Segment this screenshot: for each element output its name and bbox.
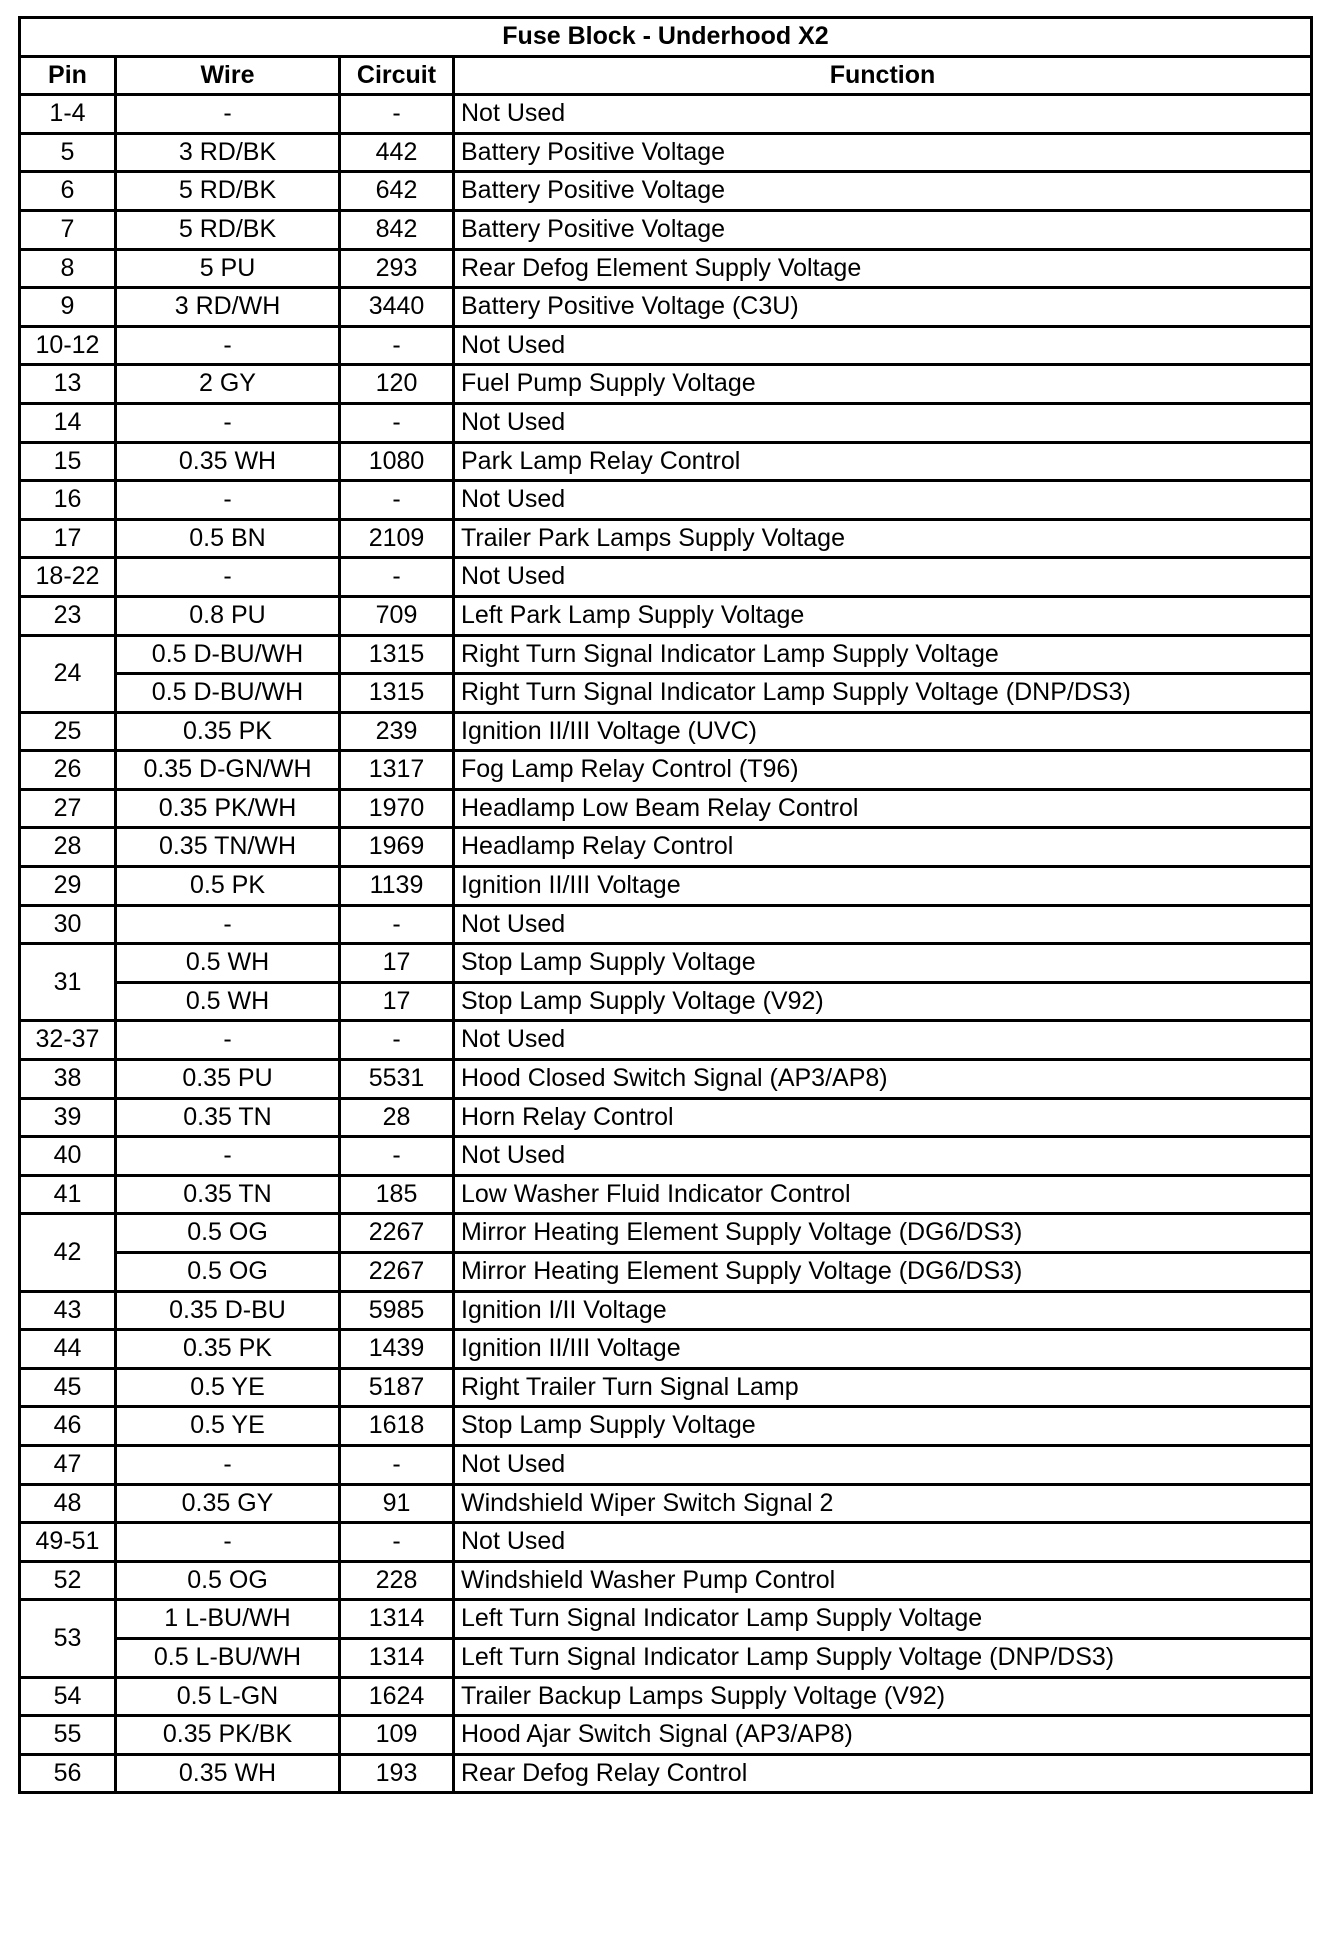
table-row <box>20 905 1312 944</box>
function-cell: Mirror Heating Element Supply Voltage (DG6/DS3) <box>454 1214 1312 1253</box>
wire-cell: 0.35 PK/WH <box>116 789 340 828</box>
pin-cell: 41 <box>20 1175 116 1214</box>
circuit-cell: 1315 <box>340 635 454 674</box>
function-cell: Not Used <box>454 481 1312 520</box>
wire-cell: 0.35 PK <box>116 1330 340 1369</box>
wire-cell: 0.35 WH <box>116 1754 340 1793</box>
function-cell: Horn Relay Control <box>454 1098 1312 1137</box>
circuit-cell: 185 <box>340 1175 454 1214</box>
function-cell: Battery Positive Voltage <box>454 172 1312 211</box>
pin-cell: 17 <box>20 519 116 558</box>
function-cell: Trailer Park Lamps Supply Voltage <box>454 519 1312 558</box>
pin-cell: 45 <box>20 1368 116 1407</box>
pin-cell: 28 <box>20 828 116 867</box>
header-circuit: Circuit <box>340 56 454 95</box>
table-row <box>20 519 1312 558</box>
table-row <box>20 172 1312 211</box>
pin-cell: 56 <box>20 1754 116 1793</box>
wire-cell: 0.5 D-BU/WH <box>116 674 340 713</box>
pin-cell: 48 <box>20 1484 116 1523</box>
circuit-cell: 709 <box>340 596 454 635</box>
pin-cell: 8 <box>20 249 116 288</box>
pin-cell: 38 <box>20 1060 116 1099</box>
table-row <box>20 751 1312 790</box>
circuit-cell: 28 <box>340 1098 454 1137</box>
circuit-cell: - <box>340 481 454 520</box>
table-row <box>20 288 1312 327</box>
wire-cell: - <box>116 1523 340 1562</box>
function-cell: Rear Defog Relay Control <box>454 1754 1312 1793</box>
table-row <box>20 1600 1312 1639</box>
wire-cell: 0.5 OG <box>116 1253 340 1292</box>
circuit-cell: 17 <box>340 944 454 983</box>
function-cell: Ignition I/II Voltage <box>454 1291 1312 1330</box>
function-cell: Ignition II/III Voltage <box>454 867 1312 906</box>
fuse-block-table <box>18 16 1313 1794</box>
function-cell: Not Used <box>454 326 1312 365</box>
function-cell: Hood Closed Switch Signal (AP3/AP8) <box>454 1060 1312 1099</box>
wire-cell: 0.5 L-GN <box>116 1677 340 1716</box>
circuit-cell: 1314 <box>340 1638 454 1677</box>
wire-cell: 0.5 BN <box>116 519 340 558</box>
pin-cell: 32-37 <box>20 1021 116 1060</box>
circuit-cell: 1969 <box>340 828 454 867</box>
circuit-cell: 109 <box>340 1716 454 1755</box>
table-row <box>20 635 1312 674</box>
pin-cell: 29 <box>20 867 116 906</box>
pin-cell: 46 <box>20 1407 116 1446</box>
pin-cell: 24 <box>20 635 116 712</box>
circuit-cell: - <box>340 1445 454 1484</box>
function-cell: Stop Lamp Supply Voltage (V92) <box>454 982 1312 1021</box>
pin-cell: 1-4 <box>20 95 116 134</box>
wire-cell: 0.5 OG <box>116 1561 340 1600</box>
circuit-cell: 1139 <box>340 867 454 906</box>
table-row <box>20 365 1312 404</box>
table-body <box>20 95 1312 1793</box>
function-cell: Rear Defog Element Supply Voltage <box>454 249 1312 288</box>
pin-cell: 23 <box>20 596 116 635</box>
table-row <box>20 1407 1312 1446</box>
table-row <box>20 133 1312 172</box>
pin-cell: 30 <box>20 905 116 944</box>
table-row <box>20 1445 1312 1484</box>
wire-cell: 0.35 TN <box>116 1175 340 1214</box>
wire-cell: 0.5 L-BU/WH <box>116 1638 340 1677</box>
table-row <box>20 1716 1312 1755</box>
wire-cell: - <box>116 326 340 365</box>
table-row <box>20 1368 1312 1407</box>
function-cell: Not Used <box>454 558 1312 597</box>
function-cell: Ignition II/III Voltage (UVC) <box>454 712 1312 751</box>
wire-cell: - <box>116 905 340 944</box>
function-cell: Right Turn Signal Indicator Lamp Supply Voltage <box>454 635 1312 674</box>
pin-cell: 27 <box>20 789 116 828</box>
header-wire: Wire <box>116 56 340 95</box>
table-row <box>20 1175 1312 1214</box>
circuit-cell: 2267 <box>340 1214 454 1253</box>
table-row <box>20 249 1312 288</box>
function-cell: Fog Lamp Relay Control (T96) <box>454 751 1312 790</box>
function-cell: Headlamp Relay Control <box>454 828 1312 867</box>
pin-cell: 39 <box>20 1098 116 1137</box>
pin-cell: 5 <box>20 133 116 172</box>
circuit-cell: - <box>340 1523 454 1562</box>
pin-cell: 15 <box>20 442 116 481</box>
pin-cell: 44 <box>20 1330 116 1369</box>
table-row <box>20 867 1312 906</box>
wire-cell: 0.5 YE <box>116 1407 340 1446</box>
table-row <box>20 1291 1312 1330</box>
circuit-cell: - <box>340 95 454 134</box>
table-row <box>20 1523 1312 1562</box>
wire-cell: 5 RD/BK <box>116 172 340 211</box>
function-cell: Stop Lamp Supply Voltage <box>454 944 1312 983</box>
circuit-cell: 193 <box>340 1754 454 1793</box>
circuit-cell: 1618 <box>340 1407 454 1446</box>
pin-cell: 14 <box>20 403 116 442</box>
circuit-cell: 228 <box>340 1561 454 1600</box>
table-row <box>20 828 1312 867</box>
pin-cell: 18-22 <box>20 558 116 597</box>
circuit-cell: 120 <box>340 365 454 404</box>
table-row <box>20 1060 1312 1099</box>
table-row <box>20 1214 1312 1253</box>
function-cell: Not Used <box>454 1021 1312 1060</box>
pin-cell: 31 <box>20 944 116 1021</box>
function-cell: Hood Ajar Switch Signal (AP3/AP8) <box>454 1716 1312 1755</box>
circuit-cell: 1314 <box>340 1600 454 1639</box>
wire-cell: 0.35 PK/BK <box>116 1716 340 1755</box>
pin-cell: 54 <box>20 1677 116 1716</box>
table-row <box>20 1484 1312 1523</box>
pin-cell: 43 <box>20 1291 116 1330</box>
circuit-cell: 1317 <box>340 751 454 790</box>
wire-cell: - <box>116 481 340 520</box>
function-cell: Right Turn Signal Indicator Lamp Supply Voltage (DNP/DS3) <box>454 674 1312 713</box>
header-function: Function <box>454 56 1312 95</box>
wire-cell: 0.5 WH <box>116 982 340 1021</box>
function-cell: Fuel Pump Supply Voltage <box>454 365 1312 404</box>
circuit-cell: 1439 <box>340 1330 454 1369</box>
circuit-cell: - <box>340 1021 454 1060</box>
function-cell: Not Used <box>454 905 1312 944</box>
wire-cell: 3 RD/WH <box>116 288 340 327</box>
pin-cell: 52 <box>20 1561 116 1600</box>
table-row <box>20 712 1312 751</box>
wire-cell: 5 RD/BK <box>116 210 340 249</box>
table-row <box>20 1137 1312 1176</box>
table-row <box>20 944 1312 983</box>
wire-cell: 0.35 PU <box>116 1060 340 1099</box>
header-row <box>20 56 1312 95</box>
pin-cell: 55 <box>20 1716 116 1755</box>
circuit-cell: 91 <box>340 1484 454 1523</box>
function-cell: Battery Positive Voltage <box>454 210 1312 249</box>
wire-cell: - <box>116 558 340 597</box>
circuit-cell: 3440 <box>340 288 454 327</box>
wire-cell: 0.35 PK <box>116 712 340 751</box>
function-cell: Mirror Heating Element Supply Voltage (DG6/DS3) <box>454 1253 1312 1292</box>
table-row <box>20 1098 1312 1137</box>
circuit-cell: 2109 <box>340 519 454 558</box>
table-row <box>20 95 1312 134</box>
circuit-cell: 642 <box>340 172 454 211</box>
pin-cell: 26 <box>20 751 116 790</box>
wire-cell: - <box>116 1021 340 1060</box>
wire-cell: 0.5 OG <box>116 1214 340 1253</box>
circuit-cell: 17 <box>340 982 454 1021</box>
circuit-cell: 1970 <box>340 789 454 828</box>
wire-cell: 0.35 D-GN/WH <box>116 751 340 790</box>
wire-cell: 0.35 D-BU <box>116 1291 340 1330</box>
table-title: Fuse Block - Underhood X2 <box>20 18 1312 57</box>
wire-cell: 0.5 D-BU/WH <box>116 635 340 674</box>
circuit-cell: 5985 <box>340 1291 454 1330</box>
function-cell: Battery Positive Voltage <box>454 133 1312 172</box>
wire-cell: - <box>116 1137 340 1176</box>
wire-cell: - <box>116 95 340 134</box>
pin-cell: 10-12 <box>20 326 116 365</box>
table-row <box>20 1330 1312 1369</box>
pin-cell: 6 <box>20 172 116 211</box>
circuit-cell: - <box>340 905 454 944</box>
function-cell: Not Used <box>454 1523 1312 1562</box>
table-row <box>20 1253 1312 1292</box>
function-cell: Windshield Washer Pump Control <box>454 1561 1312 1600</box>
wire-cell: 1 L-BU/WH <box>116 1600 340 1639</box>
table-row <box>20 982 1312 1021</box>
pin-cell: 25 <box>20 712 116 751</box>
function-cell: Windshield Wiper Switch Signal 2 <box>454 1484 1312 1523</box>
wire-cell: - <box>116 403 340 442</box>
function-cell: Trailer Backup Lamps Supply Voltage (V92) <box>454 1677 1312 1716</box>
function-cell: Left Turn Signal Indicator Lamp Supply Voltage <box>454 1600 1312 1639</box>
circuit-cell: 239 <box>340 712 454 751</box>
wire-cell: 0.35 TN/WH <box>116 828 340 867</box>
wire-cell: - <box>116 1445 340 1484</box>
wire-cell: 0.8 PU <box>116 596 340 635</box>
function-cell: Right Trailer Turn Signal Lamp <box>454 1368 1312 1407</box>
function-cell: Left Park Lamp Supply Voltage <box>454 596 1312 635</box>
function-cell: Not Used <box>454 403 1312 442</box>
pin-cell: 9 <box>20 288 116 327</box>
table-row <box>20 596 1312 635</box>
table-row <box>20 674 1312 713</box>
circuit-cell: 442 <box>340 133 454 172</box>
circuit-cell: 1624 <box>340 1677 454 1716</box>
wire-cell: 5 PU <box>116 249 340 288</box>
pin-cell: 53 <box>20 1600 116 1677</box>
pin-cell: 42 <box>20 1214 116 1291</box>
circuit-cell: 2267 <box>340 1253 454 1292</box>
pin-cell: 16 <box>20 481 116 520</box>
table-row <box>20 1677 1312 1716</box>
wire-cell: 0.5 PK <box>116 867 340 906</box>
function-cell: Low Washer Fluid Indicator Control <box>454 1175 1312 1214</box>
wire-cell: 0.35 GY <box>116 1484 340 1523</box>
wire-cell: 2 GY <box>116 365 340 404</box>
wire-cell: 0.35 TN <box>116 1098 340 1137</box>
function-cell: Ignition II/III Voltage <box>454 1330 1312 1369</box>
function-cell: Not Used <box>454 1137 1312 1176</box>
table-row <box>20 210 1312 249</box>
function-cell: Stop Lamp Supply Voltage <box>454 1407 1312 1446</box>
title-row <box>20 18 1312 57</box>
pin-cell: 47 <box>20 1445 116 1484</box>
pin-cell: 7 <box>20 210 116 249</box>
function-cell: Not Used <box>454 95 1312 134</box>
table-row <box>20 481 1312 520</box>
circuit-cell: 293 <box>340 249 454 288</box>
circuit-cell: - <box>340 326 454 365</box>
table-row <box>20 1021 1312 1060</box>
pin-cell: 13 <box>20 365 116 404</box>
circuit-cell: - <box>340 1137 454 1176</box>
circuit-cell: 5531 <box>340 1060 454 1099</box>
circuit-cell: 5187 <box>340 1368 454 1407</box>
table-row <box>20 1754 1312 1793</box>
circuit-cell: - <box>340 558 454 597</box>
function-cell: Not Used <box>454 1445 1312 1484</box>
wire-cell: 0.5 WH <box>116 944 340 983</box>
pin-cell: 40 <box>20 1137 116 1176</box>
circuit-cell: 1315 <box>340 674 454 713</box>
connector-table-wrapper <box>18 16 1310 1794</box>
circuit-cell: 1080 <box>340 442 454 481</box>
wire-cell: 0.35 WH <box>116 442 340 481</box>
circuit-cell: 842 <box>340 210 454 249</box>
circuit-cell: - <box>340 403 454 442</box>
table-row <box>20 1638 1312 1677</box>
wire-cell: 0.5 YE <box>116 1368 340 1407</box>
table-row <box>20 403 1312 442</box>
header-pin: Pin <box>20 56 116 95</box>
table-row <box>20 789 1312 828</box>
table-row <box>20 1561 1312 1600</box>
table-row <box>20 326 1312 365</box>
table-row <box>20 558 1312 597</box>
table-row <box>20 442 1312 481</box>
function-cell: Battery Positive Voltage (C3U) <box>454 288 1312 327</box>
function-cell: Left Turn Signal Indicator Lamp Supply Voltage (DNP/DS3) <box>454 1638 1312 1677</box>
pin-cell: 49-51 <box>20 1523 116 1562</box>
function-cell: Headlamp Low Beam Relay Control <box>454 789 1312 828</box>
function-cell: Park Lamp Relay Control <box>454 442 1312 481</box>
wire-cell: 3 RD/BK <box>116 133 340 172</box>
